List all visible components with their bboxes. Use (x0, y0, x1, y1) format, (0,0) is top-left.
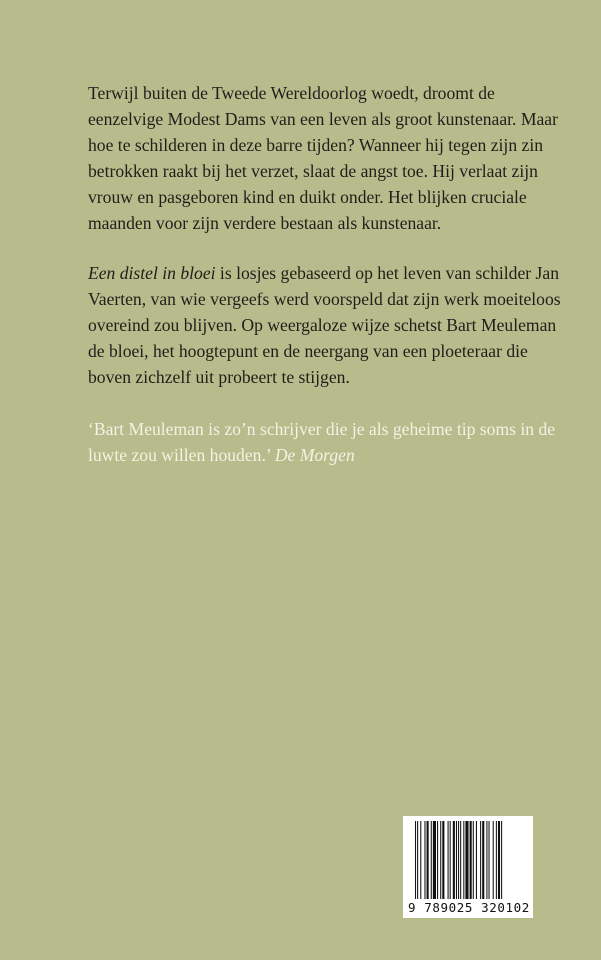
barcode-bar (440, 821, 441, 899)
barcode-bar (496, 821, 497, 899)
barcode-bar (482, 821, 484, 899)
barcode-bar (415, 821, 416, 899)
barcode-bar (442, 821, 444, 899)
barcode-bar (424, 821, 425, 899)
press-quote (88, 416, 568, 468)
blurb-paragraph-2-text: is losjes gebaseerd op het leven van schilder Jan Vaerten, van wie vergeefs werd voorspeld dat zijn werk moeiteloos overeind zou blijven. Op weergaloze wijze schetst Bart Meuleman de bloei, het hoogtepunt en de neergang van een ploeteraar die boven zichzelf uit probeert te stijgen. (88, 263, 561, 387)
barcode-bar (417, 821, 418, 899)
barcode-bar (456, 821, 457, 899)
barcode-bar (448, 821, 449, 899)
barcode-bar (431, 821, 432, 899)
barcode-bar (486, 821, 487, 899)
isbn-barcode (403, 816, 533, 918)
barcode-bar (470, 821, 472, 899)
barcode-bar (489, 821, 490, 899)
barcode-bar (458, 821, 459, 899)
barcode-bar (437, 821, 438, 899)
press-quote-source: De Morgen (274, 445, 355, 465)
barcode-bar (473, 821, 474, 899)
blurb-paragraph-2 (88, 260, 568, 390)
isbn-number: 9 789025 320102 (408, 900, 530, 915)
barcode-bars (413, 821, 525, 901)
barcode-bar (420, 821, 421, 899)
barcode-bar (480, 821, 481, 899)
press-quote-text: ‘Bart Meuleman is zo’n schrijver die je als geheime tip soms in de luwte zou willen houden.’ (88, 419, 556, 465)
barcode-bar (501, 821, 502, 899)
barcode-bar (476, 821, 477, 899)
blurb-text (88, 80, 568, 468)
barcode-bar (453, 821, 455, 899)
barcode-bar (460, 821, 461, 899)
barcode-bar (493, 821, 494, 899)
barcode-bar (433, 821, 436, 899)
barcode-bar (427, 821, 429, 899)
book-title-italic: Een distel in bloei (88, 263, 216, 283)
barcode-bar (450, 821, 451, 899)
blurb-paragraph-1: Terwijl buiten de Tweede Wereldoorlog woedt, droomt de eenzelvige Modest Dams van een leven als groot kunstenaar. Maar hoe te schilderen in deze barre tijden? Wanneer hij tegen zijn zin betrokken raakt bij het verzet, slaat de angst toe. Hij verlaat zijn vrouw en pasgeboren kind en duikt onder. Het blijken cruciale maanden voor zijn verdere bestaan als kunstenaar. (88, 83, 558, 233)
barcode-bar (465, 821, 468, 899)
barcode-bar (498, 821, 500, 899)
barcode-bar (463, 821, 464, 899)
